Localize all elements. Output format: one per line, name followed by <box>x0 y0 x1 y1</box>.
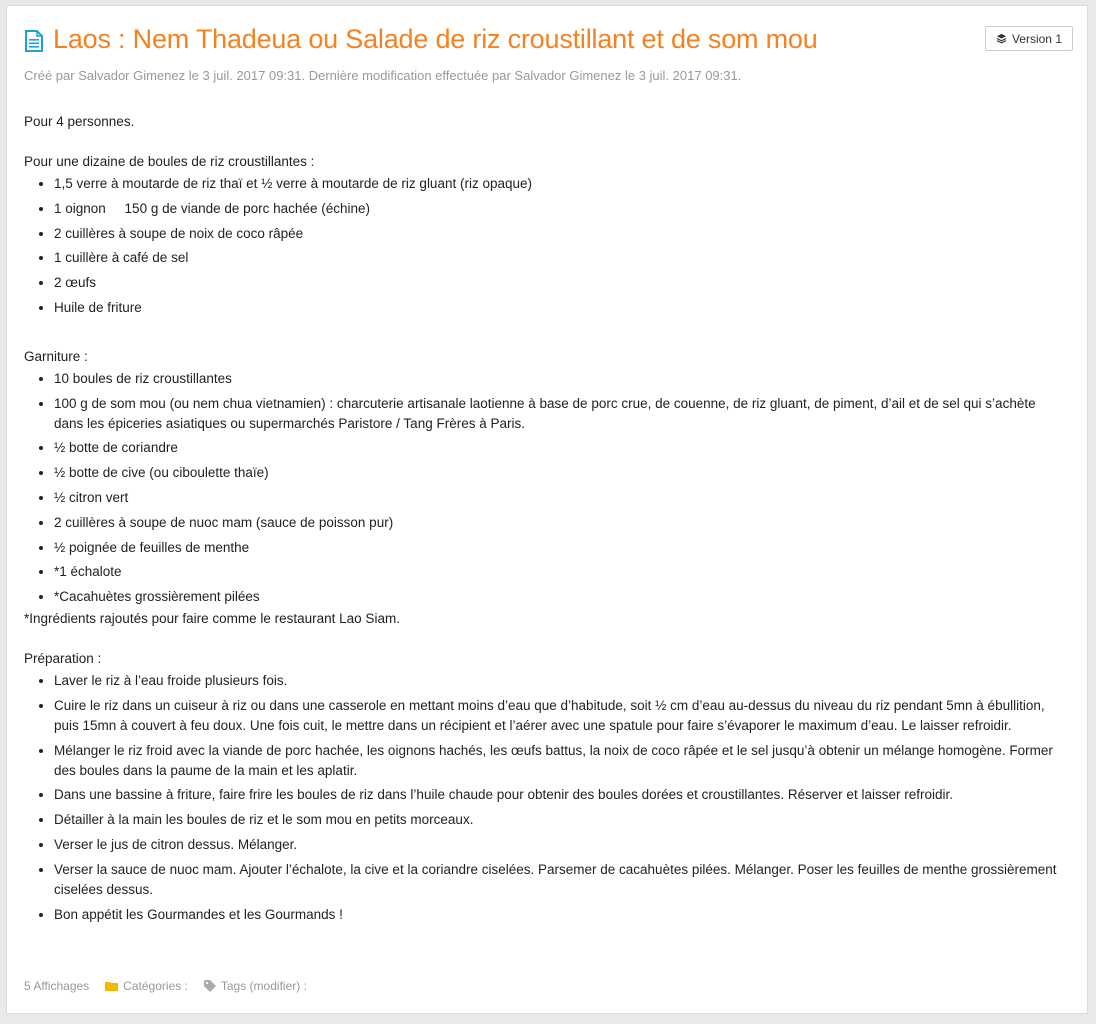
list-item: • Détailler à la main les boules de riz et le som mou en petits morceaux. <box>54 810 1064 830</box>
version-button[interactable] <box>985 26 1073 51</box>
folder-icon <box>105 981 118 991</box>
page-footer <box>24 979 323 993</box>
page-card <box>6 5 1088 1014</box>
list-item: • ½ botte de coriandre <box>54 438 1064 458</box>
list-item: • Huile de friture <box>54 298 1064 318</box>
views-count: 5 Affichages <box>24 979 90 993</box>
list-item: • *1 échalote <box>54 562 1064 582</box>
list-item: • ½ citron vert <box>54 488 1064 508</box>
tags-label: Tags (modifier) : <box>220 979 307 993</box>
page-title: Laos : Nem Thadeua ou Salade de riz croustillant et de som mou <box>53 24 818 54</box>
section-title-garnish: Garniture : <box>24 348 88 364</box>
list-item: • Verser la sauce de nuoc mam. Ajouter l’échalote, la cive et la coriandre ciselées. Parsemer de cacahuètes pilées. Mélanger. Poser les feuilles de menthe grossièrement ciselées dessus. <box>54 860 1064 900</box>
list-item: • 1,5 verre à moutarde de riz thaï et ½ verre à moutarde de riz gluant (riz opaque) <box>54 174 1064 194</box>
categories-label: Catégories : <box>123 979 188 993</box>
section-title-rice-balls: Pour une dizaine de boules de riz croustillantes : <box>24 154 315 169</box>
list-item: • 1 cuillère à café de sel <box>54 248 1064 268</box>
list-item: • ½ botte de cive (ou ciboulette thaïe) <box>54 463 1064 483</box>
tags-link[interactable] <box>204 979 307 993</box>
page-meta: Créé par Salvador Gimenez le 3 juil. 2017 09:31. Dernière modification effectuée par Salvador Gimenez le 3 juil. 2017 09:31. <box>24 68 742 83</box>
layers-icon <box>996 33 1007 44</box>
list-item: • ½ poignée de feuilles de menthe <box>54 538 1064 558</box>
list-item: • Mélanger le riz froid avec la viande de porc hachée, les oignons hachés, les œufs battus, la noix de coco râpée et le sel jusqu’à obtenir un mélange homogène. Former des boules dans la paume de la main et les aplatir. <box>54 741 1064 781</box>
list-item: • 100 g de som mou (ou nem chua vietnamien) : charcuterie artisanale laotienne à base de porc crue, de couenne, de riz gluant, de piment, d’ail et de sel qui s’achète dans les épiceries asiatiques ou supermarchés Paristore / Tang Frères à Paris. <box>54 394 1064 434</box>
list-item: • Laver le riz à l’eau froide plusieurs fois. <box>54 671 1064 691</box>
page-content <box>24 112 1064 929</box>
version-label: Version 1 <box>1011 31 1062 46</box>
list-item: • *Cacahuètes grossièrement pilées <box>54 587 1064 607</box>
tag-icon <box>204 980 216 992</box>
list-item: • 2 cuillères à soupe de noix de coco râpée <box>54 224 1064 244</box>
list-item: • 10 boules de riz croustillantes <box>54 369 1064 389</box>
list-item: • 2 œufs <box>54 273 1064 293</box>
list-item: • Cuire le riz dans un cuiseur à riz ou dans une casserole en mettant moins d’eau que d’habitude, soit ½ cm d’eau au-dessus du niveau du riz pendant 5mn à ébullition, puis 15mn à couvert à feu doux. Une fois cuit, le mettre dans un récipient et l’aérer avec une spatule pour faire s’évaporer le maximum d’eau. Le laisser refroidir. <box>54 696 1064 736</box>
section-title-preparation: Préparation : <box>24 650 102 666</box>
list-item: • Dans une bassine à friture, faire frire les boules de riz dans l’huile chaude pour obtenir des boules dorées et croustillantes. Réserver et laisser refroidir. <box>54 785 1064 805</box>
garnish-note: *Ingrédients rajoutés pour faire comme le restaurant Lao Siam. <box>24 610 400 626</box>
ingredients-list-rice-balls <box>24 174 1064 318</box>
list-item: • 2 cuillères à soupe de nuoc mam (sauce de poisson pur) <box>54 513 1064 533</box>
document-icon <box>25 30 43 52</box>
preparation-steps-list <box>24 671 1064 925</box>
servings-text: Pour 4 personnes. <box>24 114 135 129</box>
list-item: • 1 oignon 150 g de viande de porc hachée (échine) <box>54 199 1064 219</box>
list-item: • Bon appétit les Gourmandes et les Gourmands ! <box>54 905 1064 925</box>
list-item: • Verser le jus de citron dessus. Mélanger. <box>54 835 1064 855</box>
title-row <box>25 22 818 56</box>
ingredients-list-garnish <box>24 369 1064 607</box>
categories-link[interactable] <box>105 979 188 993</box>
